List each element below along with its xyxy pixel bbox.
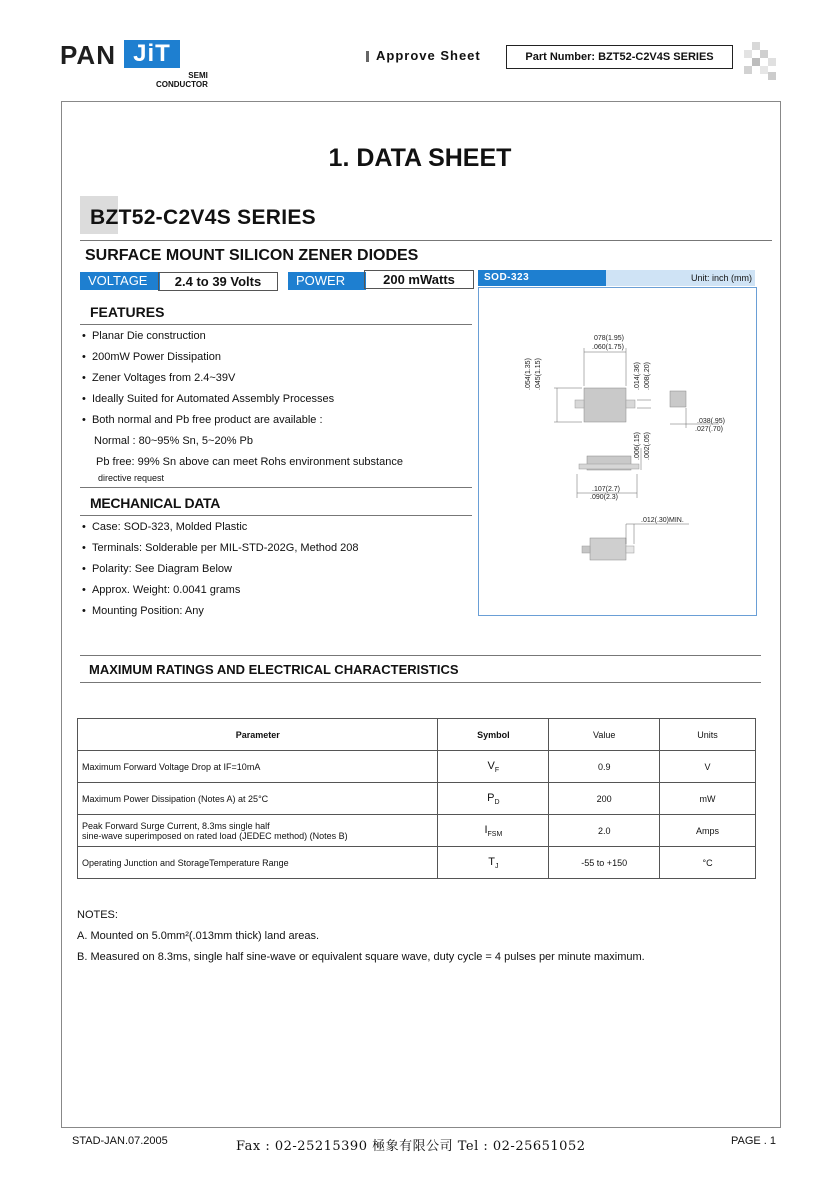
dim-top2: .060(1.75) bbox=[592, 344, 624, 351]
cell-value: 200 bbox=[549, 783, 660, 815]
divider bbox=[80, 240, 772, 241]
approve-marker bbox=[366, 51, 369, 62]
note-b: B. Measured on 8.3ms, single half sine-wave or equivalent square wave, duty cycle = 4 pulses per minute maximum. bbox=[77, 951, 645, 963]
footer-page: PAGE . 1 bbox=[731, 1135, 777, 1147]
mechanical-item: • Approx. Weight: 0.0041 grams bbox=[82, 584, 241, 596]
cell-parameter: Operating Junction and StorageTemperature Range bbox=[78, 847, 438, 879]
ratings-heading: MAXIMUM RATINGS AND ELECTRICAL CHARACTERISTICS bbox=[89, 662, 459, 677]
feature-item: • 200mW Power Dissipation bbox=[82, 351, 221, 363]
cell-symbol: $I_{FSM}$ bbox=[438, 815, 549, 847]
table-row bbox=[78, 751, 756, 783]
feature-item: • Both normal and Pb free product are available : bbox=[82, 414, 323, 426]
cell-value: 2.0 bbox=[549, 815, 660, 847]
feature-normal: Normal : 80~95% Sn, 5~20% Pb bbox=[94, 435, 253, 447]
voltage-value: 2.4 to 39 Volts bbox=[158, 272, 278, 291]
header-parameter: Parameter bbox=[78, 719, 438, 751]
cell-units: Amps bbox=[660, 815, 756, 847]
part-number-box: Part Number: BZT52-C2V4S SERIES bbox=[506, 45, 733, 69]
cell-symbol: $P_D$ bbox=[438, 783, 549, 815]
approve-sheet-label: Approve Sheet bbox=[376, 48, 481, 63]
header-value: Value bbox=[549, 719, 660, 751]
panjit-logo bbox=[60, 40, 208, 89]
package-unit: Unit: inch (mm) bbox=[690, 273, 752, 283]
mechanical-heading: MECHANICAL DATA bbox=[90, 495, 221, 511]
logo-conductor: CONDUCTOR bbox=[156, 80, 208, 89]
note-a: A. Mounted on 5.0mm²(.013mm thick) land areas. bbox=[77, 930, 320, 942]
header-symbol: Symbol bbox=[438, 719, 549, 751]
feature-item: • Zener Voltages from 2.4~39V bbox=[82, 372, 236, 384]
series-title: BZT52-C2V4S SERIES bbox=[90, 206, 316, 229]
dim-right2: .008(.20) bbox=[644, 361, 651, 390]
cell-units: V bbox=[660, 751, 756, 783]
feature-item: • Planar Die construction bbox=[82, 330, 206, 342]
logo-semi: SEMI bbox=[188, 71, 208, 80]
feature-pbfree: Pb free: 99% Sn above can meet Rohs environment substance bbox=[96, 456, 403, 468]
mechanical-item: • Case: SOD-323, Molded Plastic bbox=[82, 521, 248, 533]
mechanical-item: • Mounting Position: Any bbox=[82, 605, 204, 617]
cell-value: 0.9 bbox=[549, 751, 660, 783]
header-units: Units bbox=[660, 719, 756, 751]
mechanical-item: • Polarity: See Diagram Below bbox=[82, 563, 232, 575]
dim-side1: .038(.95) bbox=[697, 418, 726, 425]
logo-pan-text: PAN bbox=[60, 40, 116, 70]
features-heading: FEATURES bbox=[90, 304, 165, 320]
footer-date: STAD-JAN.07.2005 bbox=[72, 1135, 168, 1147]
logo-subtitle bbox=[156, 71, 208, 89]
divider bbox=[80, 487, 472, 488]
divider bbox=[80, 324, 472, 325]
feature-item: • Ideally Suited for Automated Assembly Processes bbox=[82, 393, 335, 405]
checker-decoration-icon bbox=[742, 42, 782, 82]
table-row bbox=[78, 815, 756, 847]
power-value: 200 mWatts bbox=[364, 270, 474, 289]
dim-left2: .045(1.15) bbox=[535, 358, 542, 390]
dim-h2: .002(.05) bbox=[644, 431, 651, 460]
product-subtitle: SURFACE MOUNT SILICON ZENER DIODES bbox=[85, 247, 419, 264]
cell-units: °C bbox=[660, 847, 756, 879]
dim-top1: 078(1.95) bbox=[594, 335, 624, 342]
power-label: POWER bbox=[288, 272, 366, 290]
page-title: 1. DATA SHEET bbox=[328, 144, 512, 172]
table-row bbox=[78, 783, 756, 815]
cell-parameter: Maximum Power Dissipation (Notes A) at 25°C bbox=[78, 783, 438, 815]
dim-min: .012(.30)MIN. bbox=[641, 517, 684, 524]
dim-bot2: .090(2.3) bbox=[590, 494, 619, 501]
package-name: SOD-323 bbox=[478, 270, 606, 286]
dim-left1: .054(1.35) bbox=[525, 358, 532, 390]
dim-right1: .014(.36) bbox=[634, 361, 641, 390]
ratings-table bbox=[77, 718, 756, 879]
divider bbox=[80, 655, 761, 656]
logo-jit-text: JiT bbox=[124, 40, 180, 68]
dim-h1: .006(.15) bbox=[634, 431, 641, 460]
dim-side2: .027(.70) bbox=[695, 426, 724, 433]
mechanical-item: • Terminals: Solderable per MIL-STD-202G, Method 208 bbox=[82, 542, 359, 554]
cell-symbol: $T_J$ bbox=[438, 847, 549, 879]
cell-parameter: Peak Forward Surge Current, 8.3ms single half sine-wave superimposed on rated load (JEDEC method) (Notes B) bbox=[78, 815, 438, 847]
cell-parameter: Maximum Forward Voltage Drop at IF=10mA bbox=[78, 751, 438, 783]
table-header-row bbox=[78, 719, 756, 751]
voltage-label: VOLTAGE bbox=[80, 272, 160, 290]
footer-contact: Fax : 02-25215390 極象有限公司 Tel : 02-25651052 bbox=[236, 1139, 586, 1154]
cell-value: -55 to +150 bbox=[549, 847, 660, 879]
notes-heading: NOTES: bbox=[77, 909, 118, 921]
cell-symbol: $V_F$ bbox=[438, 751, 549, 783]
divider bbox=[80, 682, 761, 683]
table-row bbox=[78, 847, 756, 879]
cell-units: mW bbox=[660, 783, 756, 815]
divider bbox=[80, 515, 472, 516]
feature-directive: directive request bbox=[98, 473, 165, 483]
dim-bot1: .107(2.7) bbox=[592, 486, 621, 493]
